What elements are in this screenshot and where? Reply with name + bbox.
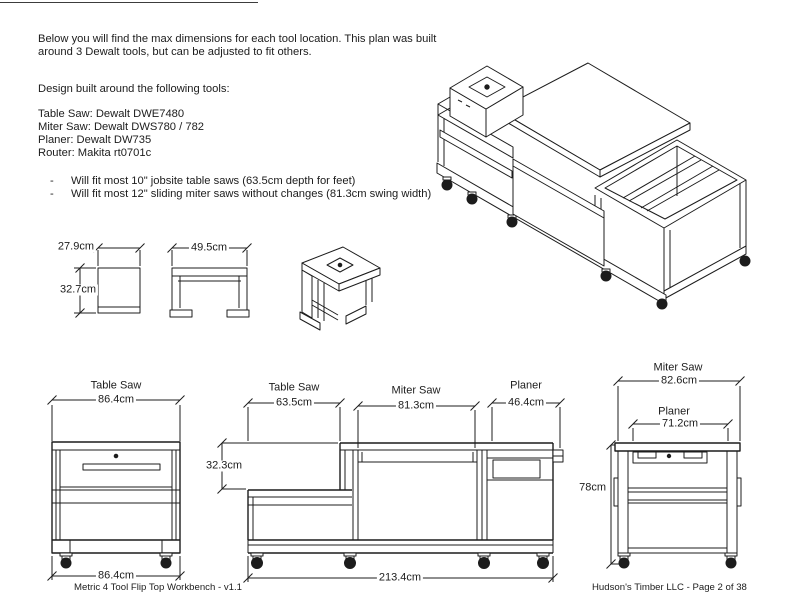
- dim-label-front-top-width: 86.4cm: [97, 393, 135, 406]
- dim-label-opening-height: 32.3cm: [205, 459, 243, 472]
- tool-item-router: Router: Makita rt0701c: [38, 147, 152, 159]
- dim-label-stand-depth: 27.9cm: [57, 240, 94, 253]
- router-stand-front-view: [168, 241, 252, 318]
- note-row: [50, 188, 431, 201]
- dim-label-side-table-saw: 63.5cm: [275, 396, 313, 409]
- section-label-end-planer: Planer: [658, 405, 690, 418]
- router-stand-side-view: [74, 244, 145, 318]
- dim-label-side-planer: 46.4cm: [507, 396, 545, 409]
- isometric-overview-drawing: [437, 63, 750, 309]
- bullet-dash: -: [50, 188, 54, 200]
- note-row: [50, 175, 431, 188]
- workbench-side-elevation: [218, 396, 565, 583]
- dim-label-side-miter-saw: 81.3cm: [397, 399, 435, 412]
- tool-item-planer: Planer: Dewalt DW735: [38, 134, 152, 146]
- design-heading: Design built around the following tools:: [38, 83, 230, 95]
- dim-label-stand-height: 32.7cm: [59, 283, 97, 296]
- dim-label-stand-width: 49.5cm: [190, 241, 228, 254]
- note-text-table-saws: Will fit most 10" jobsite table saws (63.5cm depth for feet): [71, 175, 356, 187]
- bullet-dash: -: [50, 175, 54, 187]
- footer-company-page: Hudson's Timber LLC - Page 2 of 38: [592, 582, 747, 593]
- dim-label-end-height: 78cm: [579, 481, 606, 494]
- intro-line-2: around 3 Dewalt tools, but can be adjusted to fit others.: [38, 46, 312, 58]
- section-label-front-table-saw: Table Saw: [90, 379, 142, 392]
- intro-line-1: Below you will find the max dimensions for each tool location. This plan was built: [38, 33, 437, 45]
- section-label-end-miter-saw: Miter Saw: [653, 361, 703, 374]
- dim-label-front-bottom-width: 86.4cm: [97, 569, 135, 582]
- router-stand-isometric: [300, 247, 380, 330]
- tool-item-miter-saw: Miter Saw: Dewalt DWS780 / 782: [38, 121, 205, 133]
- dim-label-total-length: 213.4cm: [378, 571, 422, 584]
- note-text-miter-saws: Will fit most 12" sliding miter saws without changes (81.3cm swing width): [71, 188, 432, 200]
- compatibility-notes: [50, 175, 431, 201]
- section-label-side-table-saw: Table Saw: [268, 381, 320, 394]
- table-saw-end-elevation: [48, 393, 185, 581]
- intro-paragraph: [38, 33, 508, 59]
- dim-label-end-planer: 71.2cm: [661, 417, 699, 430]
- tool-item-table-saw: Table Saw: Dewalt DWE7480: [38, 108, 185, 120]
- dim-label-end-miter-saw: 82.6cm: [660, 374, 698, 387]
- section-label-side-miter-saw: Miter Saw: [391, 384, 441, 397]
- tool-list: [38, 108, 204, 160]
- section-label-side-planer: Planer: [510, 379, 542, 392]
- footer-title-version: Metric 4 Tool Flip Top Workbench - v1.1: [74, 582, 242, 593]
